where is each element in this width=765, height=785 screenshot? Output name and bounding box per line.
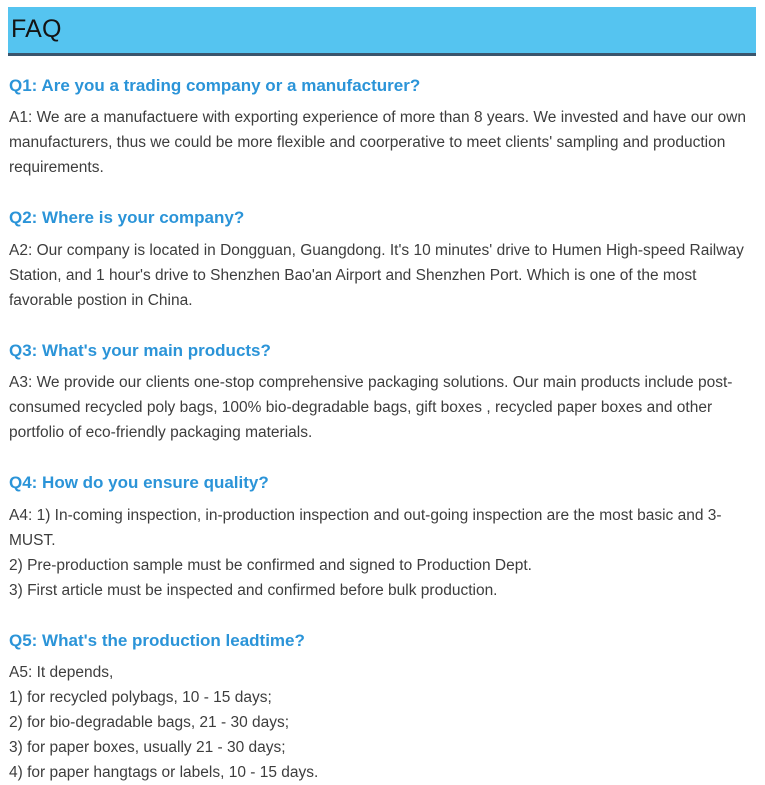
- faq-answer: [9, 370, 755, 445]
- faq-answer-line: 3) First article must be inspected and confirmed before bulk production.: [9, 581, 498, 599]
- faq-answer-line: A1: We are a manufactuere with exporting experience of more than 8 years. We invested and have our own manufacturers, thus we could be more flexible and coorperative to meet clients' sampling and production requirements.: [9, 109, 746, 177]
- faq-item: [9, 76, 755, 180]
- faq-answer-line: 3) for paper boxes, usually 21 - 30 days;: [9, 738, 286, 756]
- faq-question: Q2: Where is your company?: [9, 208, 245, 228]
- faq-item: [9, 208, 755, 312]
- faq-item: [9, 631, 755, 785]
- faq-answer-line: A4: 1) In-coming inspection, in-production inspection and out-going inspection are the most basic and 3-MUST.: [9, 506, 722, 549]
- faq-question: Q4: How do you ensure quality?: [9, 473, 269, 493]
- faq-list: [8, 76, 756, 785]
- faq-header: [8, 7, 756, 56]
- faq-answer-line: 2) Pre-production sample must be confirmed and signed to Production Dept.: [9, 556, 532, 574]
- faq-answer-line: 2) for bio-degradable bags, 21 - 30 days;: [9, 713, 290, 731]
- faq-answer: [9, 503, 755, 603]
- faq-question: Q5: What's the production leadtime?: [9, 630, 305, 650]
- faq-answer-line: 1) for recycled polybags, 10 - 15 days;: [9, 688, 272, 706]
- faq-question: Q1: Are you a trading company or a manufacturer?: [9, 76, 421, 95]
- faq-question: Q3: What's your main products?: [9, 340, 271, 360]
- faq-answer-line: A2: Our company is located in Dongguan, Guangdong. It's 10 minutes' drive to Humen High-speed Railway Station, and 1 hour's drive to Shenzhen Bao'an Airport and Shenzhen Port. Which is one of the most favorable postion in China.: [9, 241, 744, 309]
- faq-answer: [9, 238, 755, 313]
- faq-item: [9, 341, 755, 445]
- faq-answer: [9, 660, 755, 785]
- faq-answer: [9, 105, 755, 180]
- faq-answer-line: A3: We provide our clients one-stop comprehensive packaging solutions. Our main products include post-consumed recycled poly bags, 100% bio-degradable bags, gift boxes , recycled paper boxes and other portfolio of eco-friendly packaging materials.: [9, 374, 733, 442]
- page-title: FAQ: [11, 14, 62, 43]
- faq-answer-line: 4) for paper hangtags or labels, 10 - 15 days.: [9, 763, 319, 781]
- faq-answer-line: A5: It depends,: [9, 663, 114, 681]
- faq-item: [9, 473, 755, 602]
